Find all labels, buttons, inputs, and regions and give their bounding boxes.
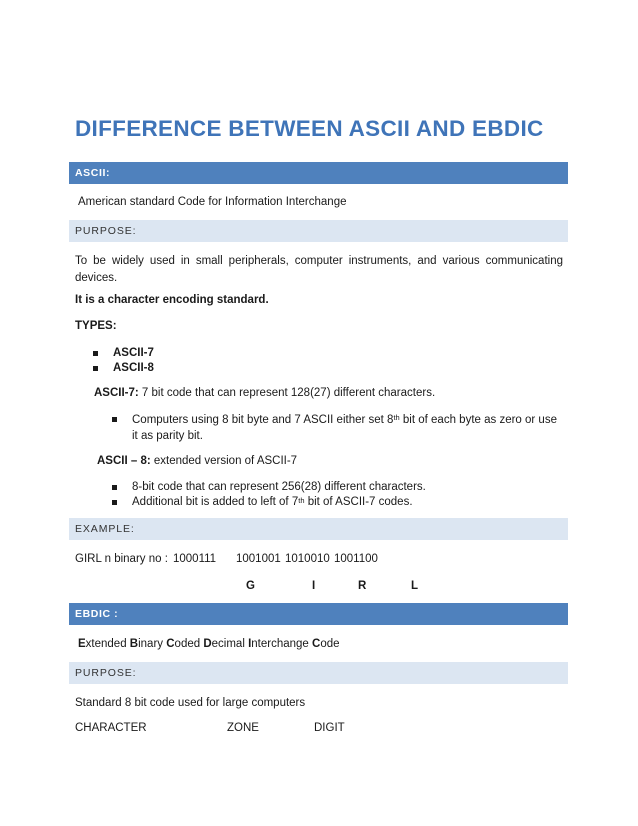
list-item xyxy=(112,495,426,510)
word-rest: inary xyxy=(138,638,167,650)
superscript: th xyxy=(393,413,400,422)
initial-letter: B xyxy=(129,638,139,650)
square-bullet-icon xyxy=(93,351,98,356)
list-item xyxy=(112,480,426,495)
ebdic-purpose-text: Standard 8 bit code used for large computers xyxy=(75,697,306,709)
example-letter-r: R xyxy=(358,580,367,592)
ascii-types-label: TYPES: xyxy=(75,320,117,332)
type-label: ASCII-8 xyxy=(113,362,154,374)
example-letter-g: G xyxy=(246,580,255,592)
list-item xyxy=(112,412,564,444)
table-header-zone: ZONE xyxy=(227,722,259,734)
ascii-standard-text: It is a character encoding standard. xyxy=(75,294,269,306)
initial-letter: I xyxy=(248,638,252,650)
ascii8-bullets xyxy=(112,480,426,510)
table-header-character: CHARACTER xyxy=(75,722,147,734)
word-rest: oded xyxy=(174,638,204,650)
square-bullet-icon xyxy=(93,366,98,371)
ascii-purpose-text: To be widely used in small peripherals, computer instruments, and various communicating devices. xyxy=(75,255,563,284)
ascii7-text: 7 bit code that can represent 128(27) different characters. xyxy=(138,387,436,399)
ascii7-bullets xyxy=(112,412,564,444)
ascii7-bullet-a: Computers using 8 bit byte and 7 ASCII either set 8 xyxy=(132,414,394,426)
ebdic-purpose-header: PURPOSE: xyxy=(69,662,568,684)
ascii-section-header: ASCII: xyxy=(69,162,568,184)
page-title: DIFFERENCE BETWEEN ASCII AND EBDIC xyxy=(75,116,544,141)
ascii7-label: ASCII-7: xyxy=(94,387,139,399)
ascii8-text: extended version of ASCII-7 xyxy=(150,455,298,467)
example-code-l: 1001100 xyxy=(334,553,378,565)
example-code-i: 1001001 xyxy=(236,553,281,565)
example-letter-l: L xyxy=(411,580,419,592)
ascii7-description xyxy=(94,387,435,399)
superscript: th xyxy=(298,496,305,505)
ascii8-label: ASCII – 8: xyxy=(97,455,151,467)
word-rest: nterchange xyxy=(251,638,313,650)
type-label: ASCII-7 xyxy=(113,347,154,359)
example-code-g: 1000111 xyxy=(173,553,217,565)
table-header-digit: DIGIT xyxy=(314,722,345,734)
example-letter-i: I xyxy=(312,580,316,592)
ascii8-description xyxy=(97,455,297,467)
example-header: EXAMPLE: xyxy=(69,518,568,540)
initial-letter: E xyxy=(78,638,86,650)
square-bullet-icon xyxy=(112,485,117,490)
ascii8-bullet-2a: Additional bit is added to left of 7 xyxy=(132,496,299,508)
ascii8-bullet-2b: bit of ASCII-7 codes. xyxy=(304,496,413,508)
ascii8-bullet-1: 8-bit code that can represent 256(28) different characters. xyxy=(132,481,426,493)
list-item xyxy=(93,361,154,376)
example-code-r: 1010010 xyxy=(285,553,330,565)
ascii-types-list xyxy=(93,346,154,376)
ebdic-definition xyxy=(78,638,340,650)
ascii7-bullet-b: bit of each byte as zero or use it as parity bit. xyxy=(132,414,557,442)
example-label: GIRL n binary no : xyxy=(75,553,168,565)
word-rest: ode xyxy=(320,638,340,650)
word-rest: xtended xyxy=(85,638,130,650)
square-bullet-icon xyxy=(112,500,117,505)
initial-letter: C xyxy=(312,638,321,650)
initial-letter: D xyxy=(203,638,212,650)
initial-letter: C xyxy=(166,638,175,650)
ebdic-section-header: EBDIC : xyxy=(69,603,568,625)
word-rest: ecimal xyxy=(211,638,249,650)
ascii-definition: American standard Code for Information Interchange xyxy=(78,196,347,208)
list-item xyxy=(93,346,154,361)
square-bullet-icon xyxy=(112,417,117,422)
ascii-purpose-header: PURPOSE: xyxy=(69,220,568,242)
